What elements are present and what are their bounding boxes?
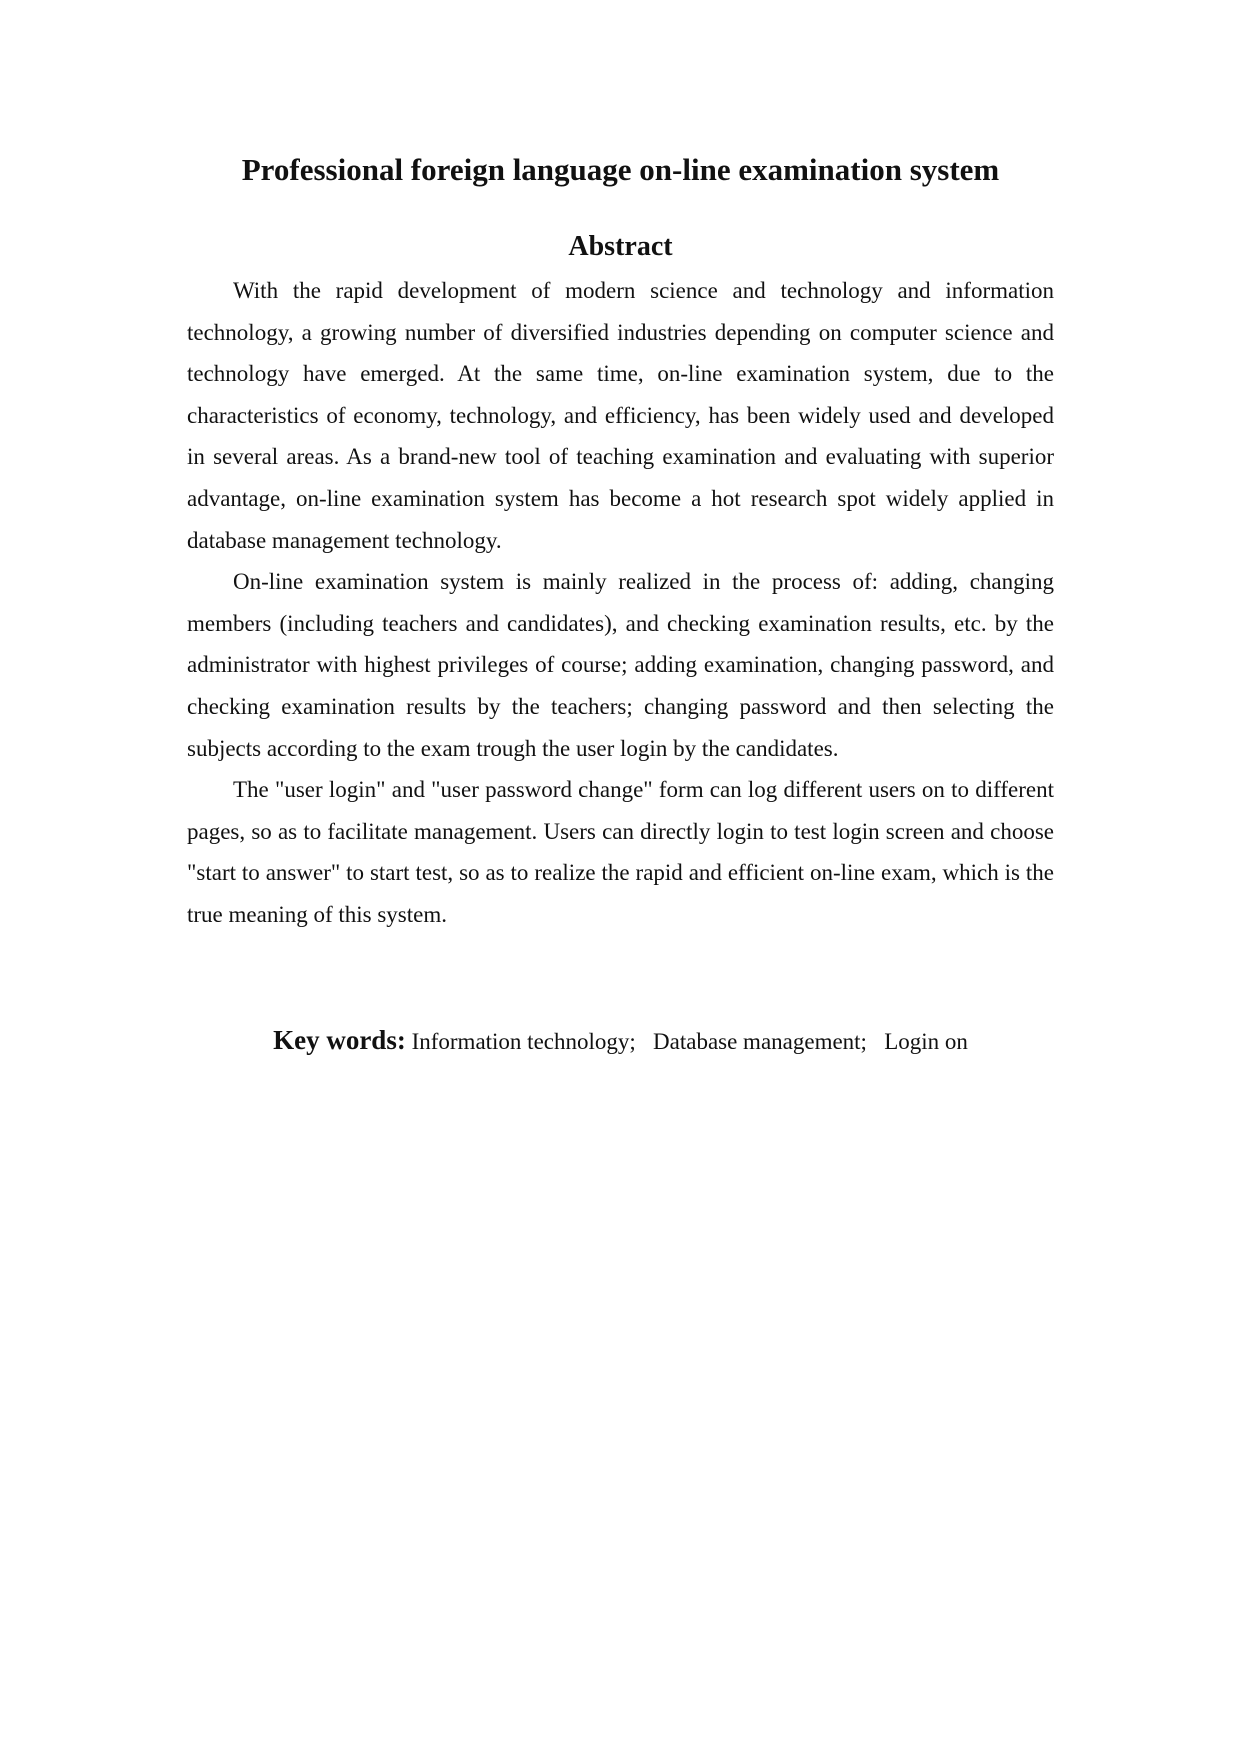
keywords-text: Information technology; Database management; Login on [405, 1029, 968, 1054]
abstract-heading: Abstract [568, 231, 673, 262]
abstract-paragraph: On-line examination system is mainly realized in the process of: adding, changing members (including teachers and candidates), and checking examination results, etc. by the administrator with highest privileges of course; adding examination, changing password, and checking examination results by the teachers; changing password and then selecting the subjects according to the exam trough the user login by the candidates. [187, 569, 1054, 761]
document-title: Professional foreign language on-line examination system [241, 152, 1000, 187]
abstract-body [187, 270, 1054, 936]
keywords-line [0, 1020, 1241, 1062]
abstract-paragraph: The "user login" and "user password change" form can log different users on to different pages, so as to facilitate management. Users can directly login to test login screen and choose "start to answer" to start test, so as to realize the rapid and efficient on-line exam, which is the true meaning of this system. [187, 777, 1054, 927]
abstract-paragraph: With the rapid development of modern science and technology and information technology, a growing number of diversified industries depending on computer science and technology have emerged. At the same time, on-line examination system, due to the characteristics of economy, technology, and efficiency, has been widely used and developed in several areas. As a brand-new tool of teaching examination and evaluating with superior advantage, on-line examination system has become a hot research spot widely applied in database management technology. [187, 278, 1054, 553]
keywords-label: Key words: [273, 1025, 406, 1055]
